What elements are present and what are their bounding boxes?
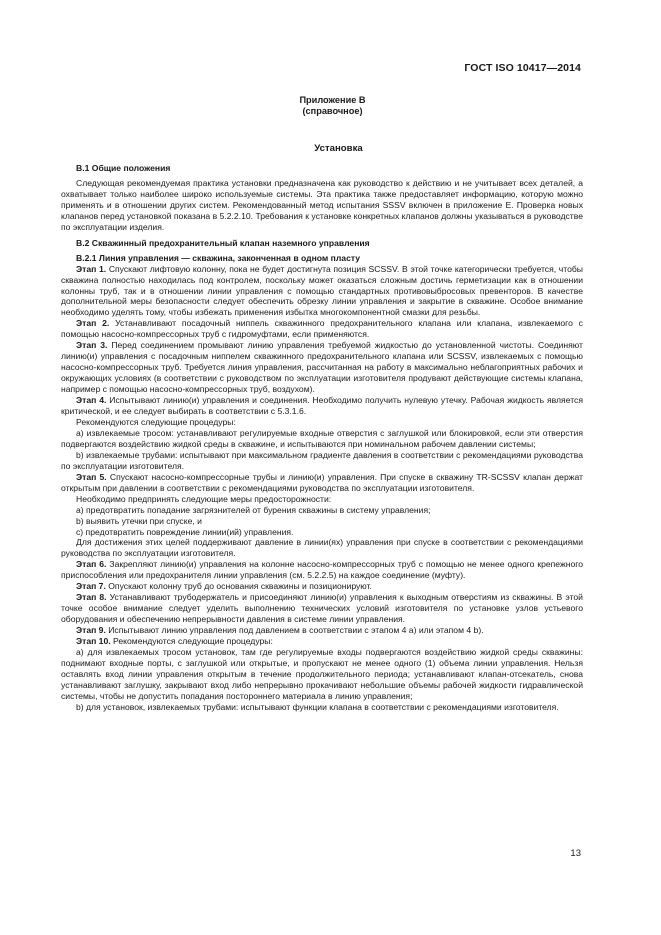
heading-b1: В.1 Общие положения: [76, 163, 171, 173]
step-5-label: Этап 5.: [76, 471, 107, 482]
step-6: [61, 559, 583, 581]
step-2-label: Этап 2.: [76, 318, 110, 329]
step-4-recommend: Рекомендуются следующие процедуры:: [76, 416, 236, 427]
step-10-text: Рекомендуются следующие процедуры:: [110, 636, 273, 647]
step-5-item-b: b) выявить утечки при спуске, и: [76, 515, 202, 526]
step-4: [61, 395, 583, 417]
section-title: Установка: [314, 143, 363, 154]
annex-subtitle: (справочное): [302, 106, 363, 116]
step-9-label: Этап 9.: [76, 625, 106, 636]
step-3-label: Этап 3.: [76, 340, 108, 351]
step-8-text: Устанавливают трубодержатель и присоединяют линию(и) управления к выходным отверстиям из скважины. В этой точке особое внимание следует уделить выполнению технических условий изготовителя по установке узлов устьевого оборудования и обеспечению непрерывности давления в системе линии управления.: [61, 592, 583, 625]
step-7-text: Опускают колонну труб до основания скважины и позиционируют.: [105, 581, 372, 592]
step-3-text: Перед соединением промывают линию управления требуемой жидкостью до установленной чистоты. Соединяют линию(и) управления с посадочным ниппелем скважинного предохранительного клапана или SCSSV, извлекаемых с помощью насосно-компрессорных труб. Требуется линия управления, рассчитанная на работу в максимально неблагоприятных рабочих и окружающих условиях (в соответствии с руководством по эксплуатации изготовителя продувают действующие системы клапана, например с помощью насосно-компрессорных труб, воздухом).: [61, 340, 583, 395]
step-4-text: Испытывают линию(и) управления и соединения. Необходимо получить нулевую утечку. Рабочая жидкость является критической, и ее следует выбирать в соответствии с 5.3.1.6.: [61, 395, 583, 417]
page-number: 13: [570, 848, 581, 859]
document-id-header: ГОСТ ISO 10417—2014: [464, 62, 581, 74]
step-5-goal: Для достижения этих целей поддерживают давление в линии(ях) управления при спуске в соответствии с рекомендациями руководства по эксплуатации изготовителя.: [61, 537, 583, 559]
step-5-item-a: а) предотвратить попадание загрязнителей от бурения скважины в систему управления;: [76, 504, 431, 515]
step-4-item-b: b) извлекаемые трубами: испытывают при максимальном градиенте давления в соответствии с рекомендациями руководства по эксплуатации изготовителя.: [61, 449, 583, 471]
body-content: [61, 163, 583, 713]
step-2: [61, 318, 583, 340]
step-4-label: Этап 4.: [76, 395, 107, 406]
step-6-text: Закрепляют линию(и) управления на колонне насосно-компрессорных труб с помощью не менее одного крепежного приспособления или предохранителя линии управления (см. 5.2.2.5) на каждое соединение (муфту).: [61, 559, 583, 581]
heading-b2: В.2 Скважинный предохранительный клапан наземного управления: [76, 237, 370, 248]
step-5-item-c: с) предотвратить повреждение линии(ий) управления.: [76, 526, 294, 537]
step-7-label: Этап 7.: [76, 581, 106, 592]
step-5: [61, 472, 583, 494]
step-10-label: Этап 10.: [76, 636, 111, 647]
annex-title: Приложение В: [299, 95, 366, 105]
step-3: [61, 340, 583, 395]
step-10-item-b: b) для установок, извлекаемых трубами: испытывают функции клапана в соответствии с рекомендациями изготовителя.: [76, 701, 559, 712]
step-10: [61, 636, 583, 647]
step-5-measures: Необходимо предпринять следующие меры предосторожности:: [76, 493, 332, 504]
step-8-label: Этап 8.: [76, 592, 107, 603]
step-1: [61, 264, 583, 319]
step-10-item-a: а) для извлекаемых тросом установок, там где регулируемые входы подвергаются воздействию жидкой среды скважины: поднимают входные порты, с заглушкой или открытые, и пропускают не менее одного (1) объема линии управления. Нельзя оставлять вход линии управления открытым в течение продолжительного периода; устанавливают клапан-отсекатель, снова устанавливают заглушку, закрывают вход либо непрерывно прокачивают небольшие объемы рабочей жидкости гидравлической системы, чтобы не допустить попадания постороннего материала в линию управления;: [61, 646, 583, 701]
step-9-text: Испытывают линию управления под давлением в соответствии с этапом 4 а) или этапом 4 b).: [105, 625, 484, 636]
step-1-label: Этап 1.: [76, 263, 107, 274]
step-8: [61, 592, 583, 625]
step-7: [61, 581, 583, 592]
step-9: [61, 625, 583, 636]
step-4-item-a: а) извлекаемые тросом: устанавливают регулируемые входные отверстия с заглушкой или блокировкой, если эти отверстия подвергаются воздействию жидкой среды в скважине, и испытываются при номинальном рабочем давлении системы;: [61, 427, 583, 449]
step-2-text: Устанавливают посадочный ниппель скважинного предохранительного клапана или клапана, извлекаемого с помощью насосно-компрессорных труб с гидромуфтами, если применяются.: [61, 318, 583, 340]
heading-b2-1: В.2.1 Линия управления — скважина, законченная в одном пласту: [76, 252, 361, 263]
paragraph-b1: Следующая рекомендуемая практика установки предназначена как руководство к действию и не учитывает всех деталей, а охватывает только наиболее широко используемые системы. Эта практика также предоставляет информацию, которую можно применять и в отношении других систем. Рекомендованный метод испытания SSSV включен в приложение Е. Проверка новых клапанов перед установкой показана в 5.2.2.10. Требования к установке конкретных клапанов должны указываться в руководстве по эксплуатации изделия.: [61, 177, 583, 232]
step-6-label: Этап 6.: [76, 559, 107, 570]
step-5-text: Спускают насосно-компрессорные трубы и линию(и) управления. При спуске в скважину TR-SCSSV клапан держат открытым при давлении в соответствии с рекомендациями руководства по эксплуатации изготовителя.: [61, 471, 583, 493]
step-1-text: Спускают лифтовую колонну, пока не будет достигнута позиция SCSSV. В этой точке категорически требуется, чтобы скважина полностью находилась под контролем, поскольку может оказаться сложным достичь герметизации как в отношении колонны труб, так и в отношении линии управления с помощью стандартных противовыбросовых превенторов. В качестве дополнительной меры безопасности следует обеспечить обрезку линии управления и закрытие в скважине. Особое внимание необходимо уделять тому, чтобы избежать применения избытка многокомпонентной смазки для резьбы.: [61, 263, 583, 318]
